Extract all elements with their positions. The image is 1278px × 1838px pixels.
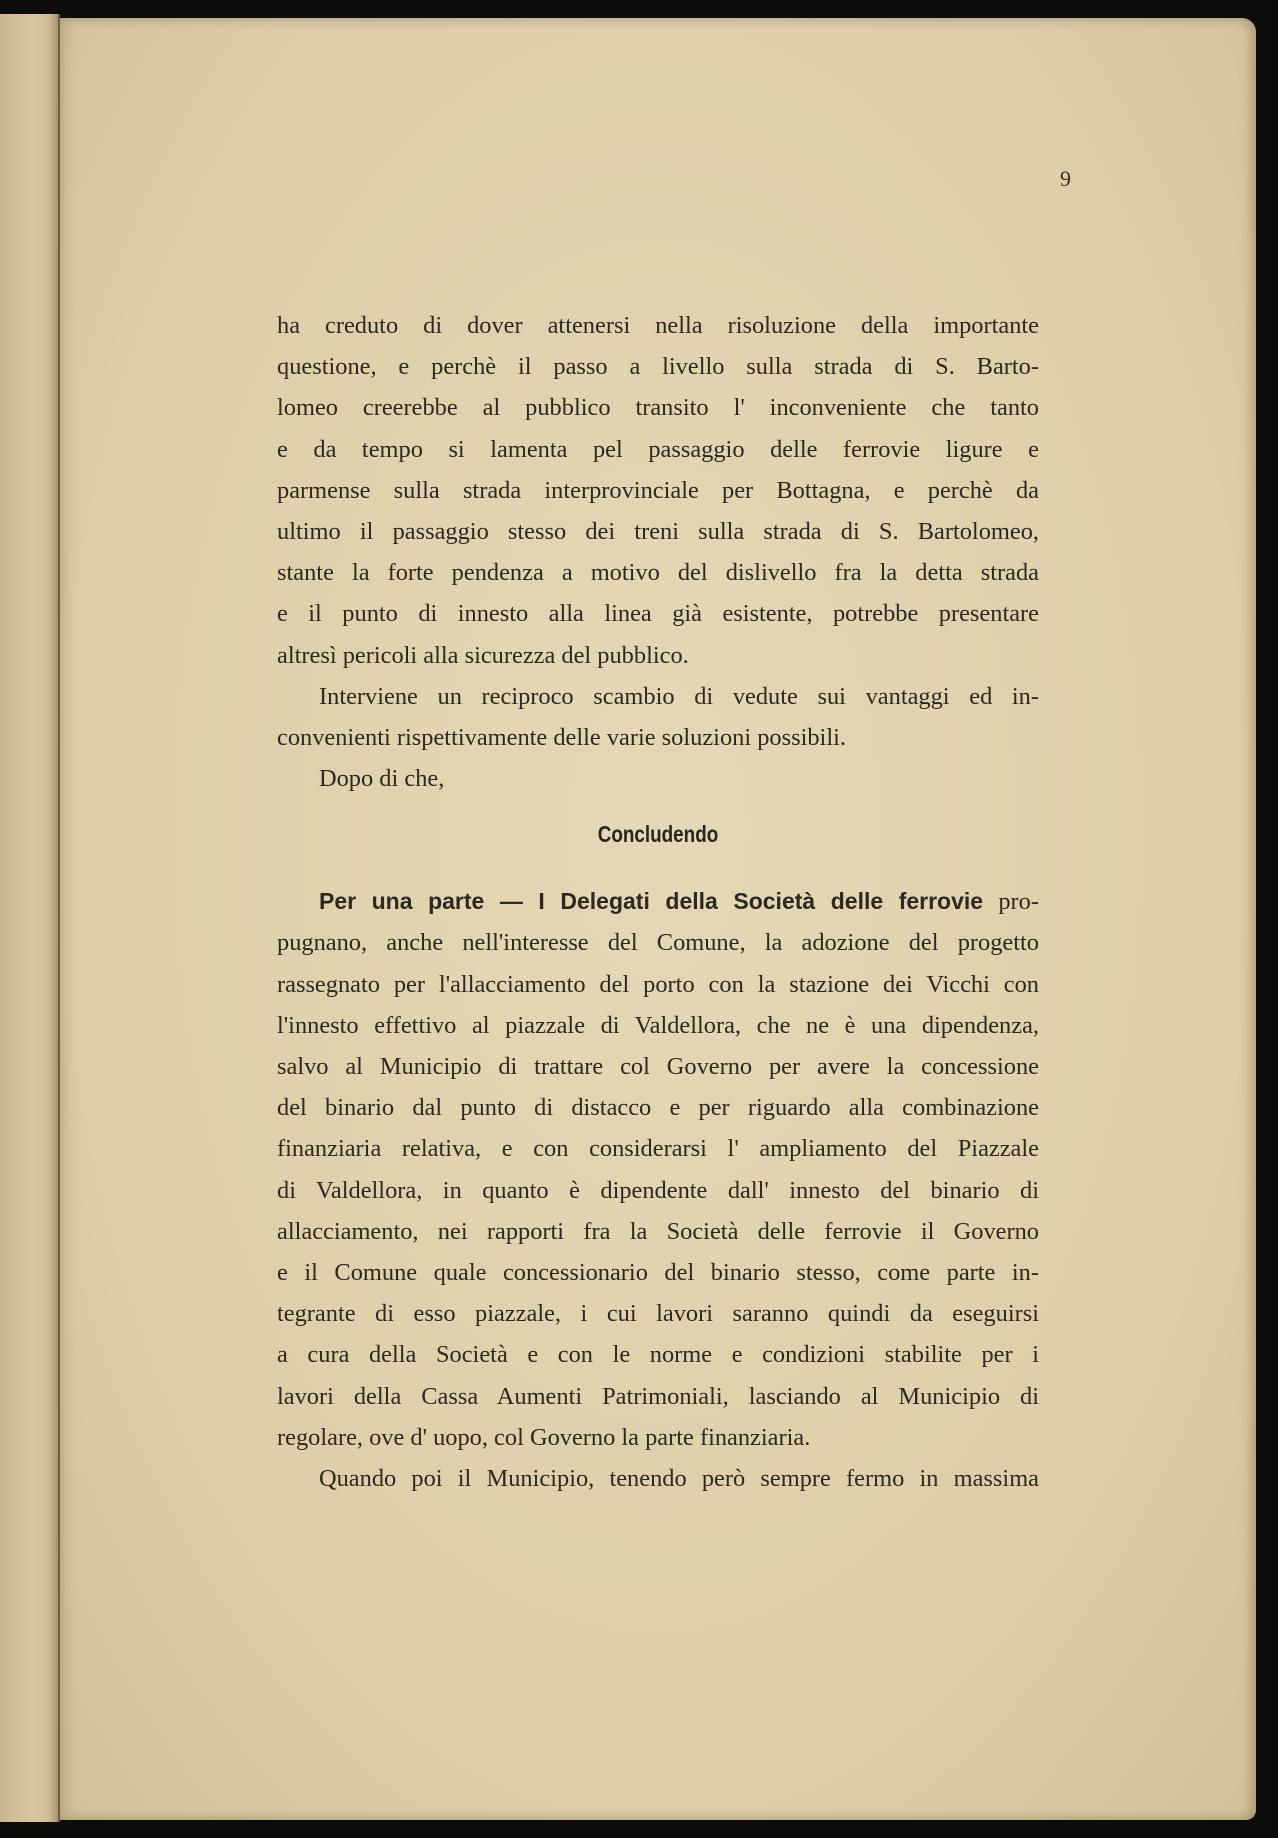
text-line: lavori della Cassa Aumenti Patrimoniali, lasciando al Municipio di xyxy=(277,1382,1039,1410)
text-line: altresì pericoli alla sicurezza del pubblico. xyxy=(277,641,689,669)
text-line: regolare, ove d' uopo, col Governo la parte finanziaria. xyxy=(277,1423,811,1451)
text-line: allacciamento, nei rapporti fra la Società delle ferrovie il Governo xyxy=(277,1217,1039,1245)
line-rest: pro- xyxy=(998,888,1039,916)
text-line: lomeo creerebbe al pubblico transito l' inconveniente che tanto xyxy=(277,394,1039,422)
text-line: del binario dal punto di distacco e per riguardo alla combinazione xyxy=(277,1094,1039,1122)
text-line: parmense sulla strada interprovinciale per Bottagna, e perchè da xyxy=(277,476,1039,504)
text-line: questione, e perchè il passo a livello sulla strada di S. Barto- xyxy=(277,353,1039,381)
text-line: di Valdellora, in quanto è dipendente dall' innesto del binario di xyxy=(277,1176,1039,1204)
text-line: rassegnato per l'allacciamento del porto con la stazione dei Vicchi con xyxy=(277,970,1039,998)
text-line: salvo al Municipio di trattare col Governo per avere la concessione xyxy=(277,1053,1039,1080)
text-line: e il punto di innesto alla linea già esistente, potrebbe presentare xyxy=(277,600,1039,628)
text-line: e il Comune quale concessionario del binario stesso, come parte in- xyxy=(277,1258,1039,1286)
text-line: a cura della Società e con le norme e condizioni stabilite per i xyxy=(277,1341,1039,1369)
text-line: Interviene un reciproco scambio di vedute sui vantaggi ed in- xyxy=(319,682,1039,710)
text-line: tegrante di esso piazzale, i cui lavori saranno quindi da eseguirsi xyxy=(277,1300,1039,1328)
page-number: 9 xyxy=(1060,166,1071,191)
text-line: ha creduto di dover attenersi nella risoluzione della importante xyxy=(277,312,1039,339)
text-line: finanziaria relativa, e con considerarsi l' ampliamento del Piazzale xyxy=(277,1135,1039,1163)
section-heading: Concludendo xyxy=(597,821,719,848)
text-line: stante la forte pendenza a motivo del dislivello fra la detta strada xyxy=(277,559,1039,587)
text-line: Dopo di che, xyxy=(319,765,445,793)
text-line: Quando poi il Municipio, tenendo però sempre fermo in massima xyxy=(319,1464,1039,1492)
body-text xyxy=(277,305,1039,1499)
text-line: e da tempo si lamenta pel passaggio delle ferrovie ligure e xyxy=(277,435,1039,463)
text-line: convenienti rispettivamente delle varie soluzioni possibili. xyxy=(277,723,846,751)
text-line xyxy=(277,881,1039,922)
text-line: ultimo il passaggio stesso dei treni sulla strada di S. Bartolomeo, xyxy=(277,517,1039,545)
bold-lead: Per una parte — I Delegati della Società delle ferrovie xyxy=(319,888,984,915)
text-line: l'innesto effettivo al piazzale di Valdellora, che ne è una dipendenza, xyxy=(277,1011,1039,1039)
left-page-edge xyxy=(0,14,60,1822)
text-line: pugnano, anche nell'interesse del Comune, la adozione del progetto xyxy=(277,929,1039,957)
